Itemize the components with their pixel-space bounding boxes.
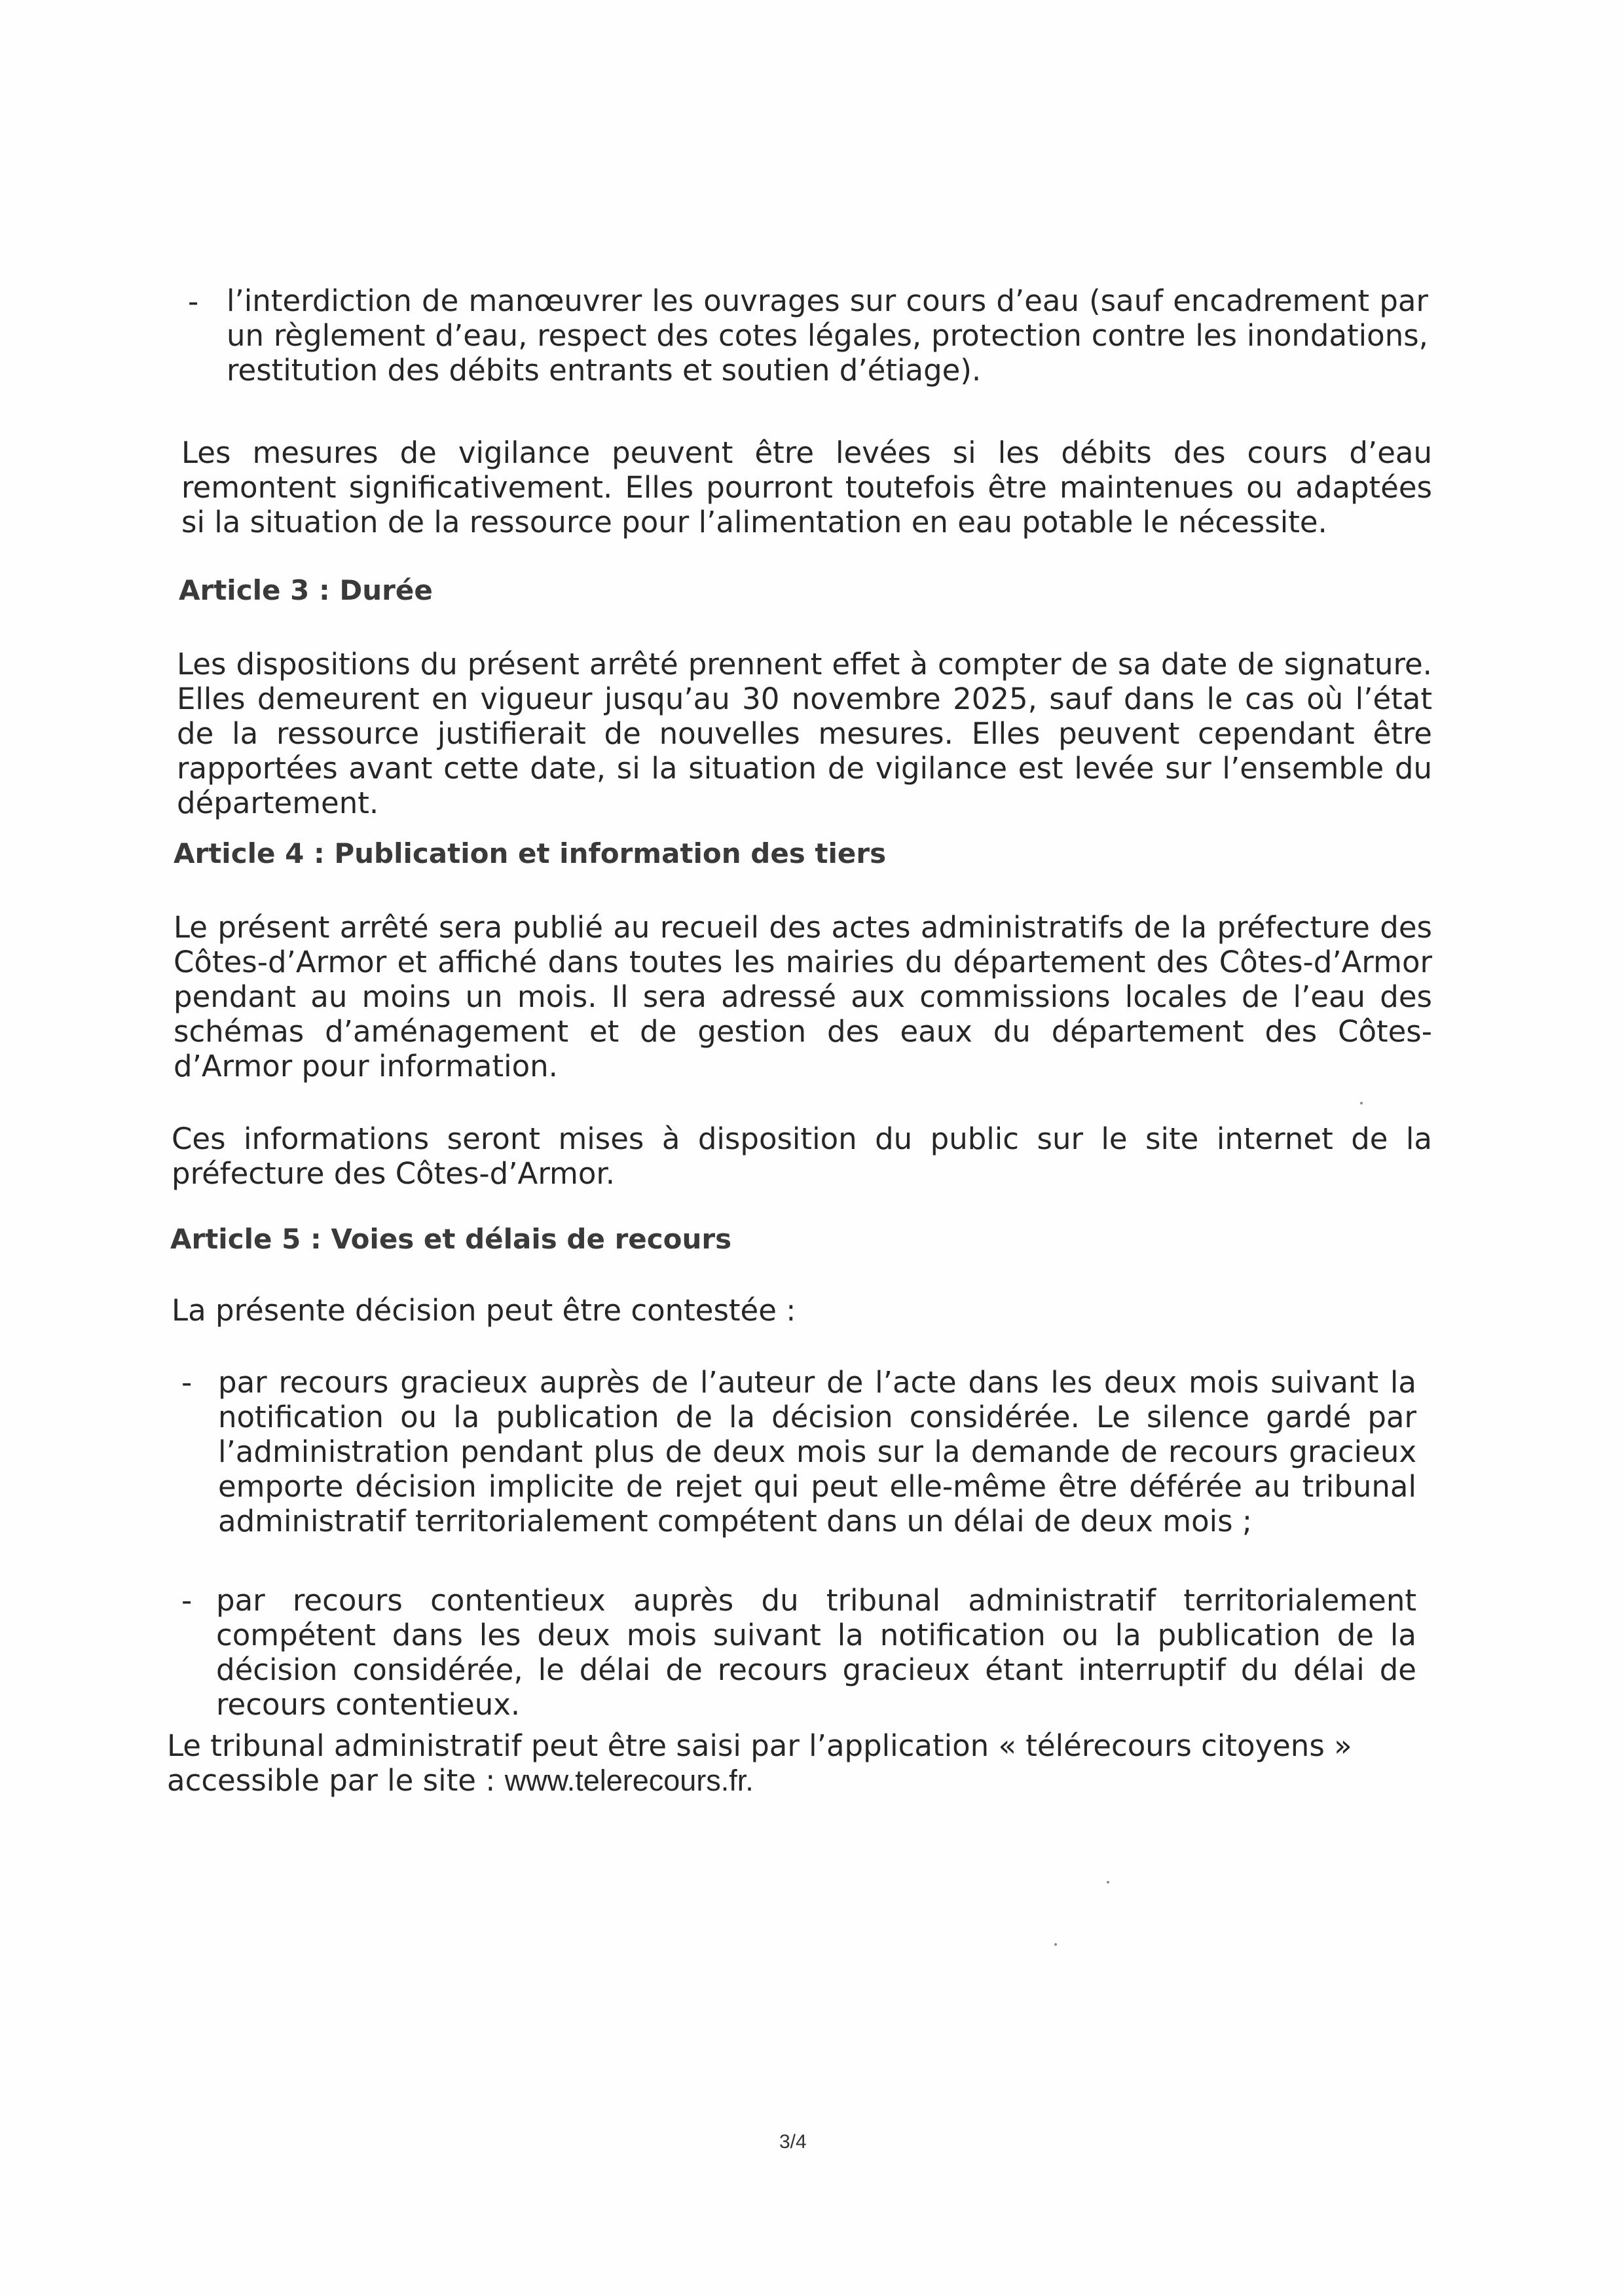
article-4-information-paragraph: Ces informations seront mises à disposition du public sur le site internet de la préfecture des Côtes-d’Armor. — [172, 1121, 1432, 1191]
article-5-intro: La présente décision peut être contestée : — [172, 1293, 796, 1328]
telerecours-text: Le tribunal administratif peut être saisi par l’application « télérecours citoyens » accessible par le site : — [167, 1728, 1352, 1798]
bullet-marker: - — [181, 1365, 193, 1400]
recours-gracieux-item: par recours gracieux auprès de l’auteur de l’acte dans les deux mois suivant la notification ou la publication de la décision considérée. Le silence gardé par l’administration pendant plus de deux mois sur la demande de recours gracieux emporte décision implicite de rejet qui peut elle-même être déférée au tribunal administratif territorialement compétent dans un délai de deux mois ; — [218, 1365, 1416, 1539]
article-4-heading: Article 4 : Publication et information des tiers — [174, 837, 887, 869]
article-4-publication-paragraph: Le présent arrêté sera publié au recueil des actes administratifs de la préfecture des Côtes-d’Armor et affiché dans toutes les mairies du département des Côtes-d’Armor pendant au moins un mois. Il sera adressé aux commissions locales de l’eau des schémas d’aménagement et de gestion des eaux du département des Côtes-d’Armor pour information. — [174, 910, 1432, 1084]
article-3-heading: Article 3 : Durée — [179, 574, 433, 606]
page-number: 3/4 — [779, 2131, 807, 2153]
scan-speck — [1107, 1881, 1109, 1884]
telerecours-paragraph — [167, 1728, 1424, 1798]
vigilance-paragraph: Les mesures de vigilance peuvent être levées si les débits des cours d’eau remontent significativement. Elles pourront toutefois être maintenues ou adaptées si la situation de la ressource pour l’alimentation en eau potable le nécessite. — [181, 435, 1432, 539]
bullet-marker: - — [188, 284, 199, 319]
recours-contentieux-item: par recours contentieux auprès du tribunal administratif territorialement compétent dans les deux mois suivant la notification ou la publication de la décision considérée, le délai de recours gracieux étant interruptif du délai de recours contentieux. — [216, 1583, 1416, 1722]
scan-speck — [1360, 1102, 1363, 1104]
scan-speck — [1054, 1943, 1057, 1946]
telerecours-link[interactable]: www.telerecours.fr. — [504, 1764, 754, 1797]
continued-bullet-item: l’interdiction de manœuvrer les ouvrages sur cours d’eau (sauf encadrement par un règlement d’eau, respect des cotes légales, protection contre les inondations, restitution des débits entrants et soutien d’étiage). — [227, 283, 1428, 388]
article-5-heading: Article 5 : Voies et délais de recours — [170, 1223, 732, 1255]
article-3-body: Les dispositions du présent arrêté prennent effet à compter de sa date de signature. Elles demeurent en vigueur jusqu’au 30 novembre 2025, sauf dans le cas où l’état de la ressource justifierait de nouvelles mesures. Elles peuvent cependant être rapportées avant cette date, si la situation de vigilance est levée sur l’ensemble du département. — [177, 647, 1432, 820]
bullet-marker: - — [181, 1583, 193, 1618]
